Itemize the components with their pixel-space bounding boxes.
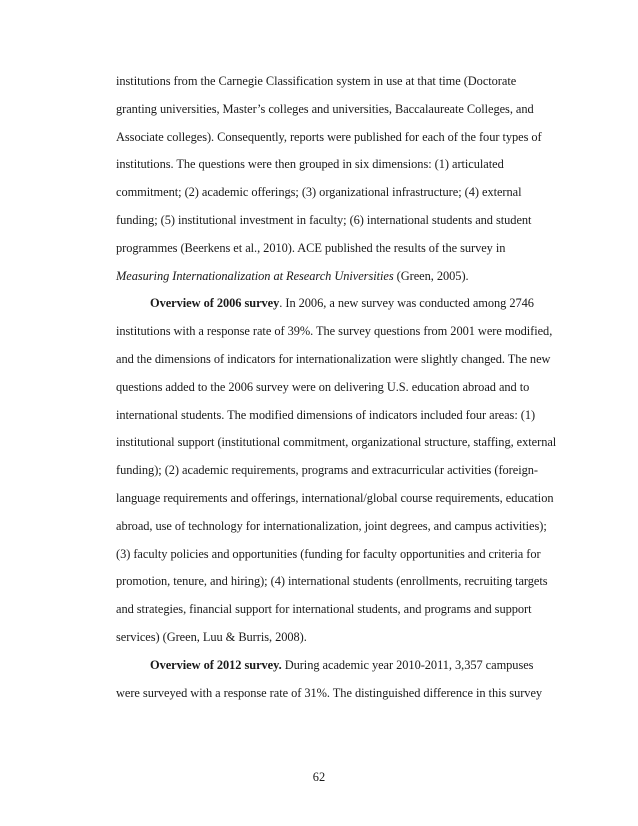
body-text	[116, 68, 571, 707]
text-line: institutions from the Carnegie Classification system in use at that time (Doctorate	[116, 74, 517, 88]
text-line: programmes (Beerkens et al., 2010). ACE published the results of the survey in	[116, 240, 506, 255]
text-line: abroad, use of technology for internationalization, joint degrees, and campus activities);	[116, 518, 547, 533]
text-line: and strategies, financial support for international students, and programs and support	[116, 602, 532, 617]
section-2012-first-text: During academic year 2010-2011, 3,357 campuses	[281, 657, 534, 672]
page-number: 62	[312, 770, 326, 784]
text-line: funding); (2) academic requirements, programs and extracurricular activities (foreign-	[116, 463, 538, 478]
text-line: Associate colleges). Consequently, reports were published for each of the four types of	[116, 129, 542, 144]
text-line: language requirements and offerings, international/global course requirements, education	[116, 490, 554, 505]
text-line: (3) faculty policies and opportunities (funding for faculty opportunities and criteria for	[116, 546, 541, 561]
text-line: international students. The modified dimensions of indicators included four areas: (1)	[116, 407, 536, 422]
text-line: were surveyed with a response rate of 31%. The distinguished difference in this survey	[116, 685, 543, 700]
text-line: granting universities, Master’s colleges and universities, Baccalaureate Colleges, and	[116, 101, 534, 116]
section-2006-first-text: . In 2006, a new survey was conducted among 2746	[279, 296, 534, 311]
section-2006-intro	[116, 290, 571, 318]
section-2006-heading: Overview of 2006 survey	[150, 296, 280, 311]
citation-line	[116, 263, 571, 291]
section-2012-heading: Overview of 2012 survey.	[150, 657, 282, 672]
section-2012-intro	[116, 652, 571, 680]
text-line: institutional support (institutional commitment, organizational structure, staffing, external	[116, 435, 557, 450]
citation-title: Measuring Internationalization at Research Universities	[116, 268, 394, 283]
text-line: funding; (5) institutional investment in faculty; (6) international students and student	[116, 212, 532, 227]
citation-rest: (Green, 2005).	[393, 268, 469, 283]
text-line: services) (Green, Luu & Burris, 2008).	[116, 629, 307, 644]
text-line: institutions. The questions were then grouped in six dimensions: (1) articulated	[116, 157, 504, 172]
text-line: institutions with a response rate of 39%. The survey questions from 2001 were modified,	[116, 324, 553, 339]
text-line: promotion, tenure, and hiring); (4) international students (enrollments, recruiting targets	[116, 574, 548, 589]
text-line: questions added to the 2006 survey were on delivering U.S. education abroad and to	[116, 379, 530, 394]
text-line: and the dimensions of indicators for internationalization were slightly changed. The new	[116, 351, 551, 366]
text-line: commitment; (2) academic offerings; (3) organizational infrastructure; (4) external	[116, 185, 522, 200]
